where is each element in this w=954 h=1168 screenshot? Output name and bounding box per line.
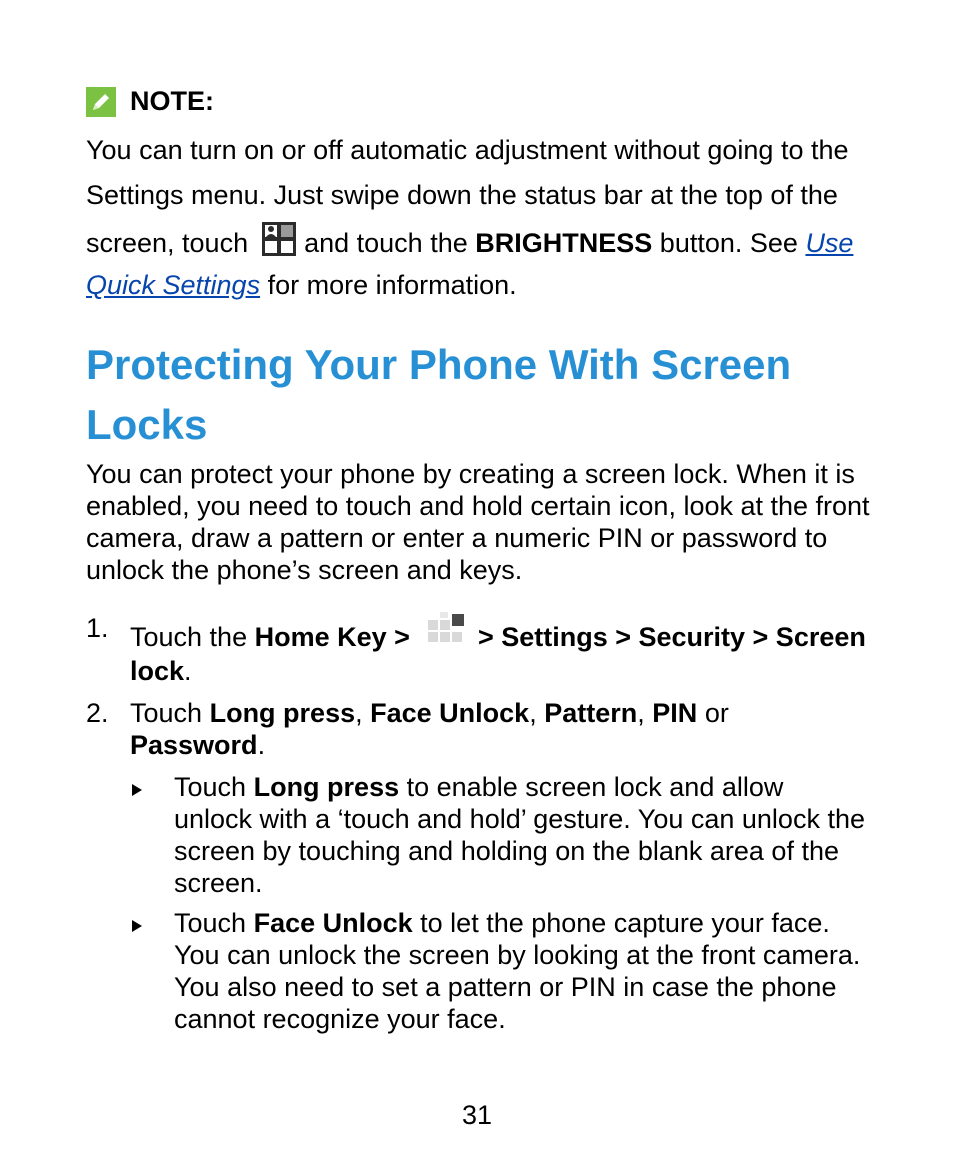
- bullet-bold: Long press: [253, 772, 400, 802]
- step-line: [130, 612, 916, 655]
- bullet-text: to enable screen lock and allow: [406, 772, 784, 802]
- bullet-line: You also need to set a pattern or PIN in case the phone: [174, 972, 837, 1002]
- section-heading: [86, 335, 906, 455]
- step-text: Touch the: [130, 622, 248, 652]
- bullet-line: cannot recognize your face.: [174, 1004, 506, 1034]
- note-body: [86, 132, 906, 312]
- step-line: [130, 729, 916, 761]
- heading-line: Locks: [86, 401, 208, 448]
- step-bold: Long press: [209, 698, 356, 728]
- intro-line: unlock the phone’s screen and keys.: [86, 555, 523, 585]
- quick-settings-link[interactable]: Use: [805, 228, 854, 258]
- step-bold: lock: [130, 656, 185, 686]
- step-text: ,: [355, 698, 363, 728]
- note-line: [86, 222, 906, 267]
- step-bold: PIN: [652, 698, 698, 728]
- bullet-text: Touch: [174, 908, 247, 938]
- intro-line: You can protect your phone by creating a screen lock. When it is: [86, 459, 855, 489]
- step-text: or: [704, 698, 729, 728]
- note-header: [86, 86, 214, 117]
- bullet-line: [174, 907, 916, 939]
- intro-paragraph: [86, 458, 916, 586]
- bullet-arrow-icon: [132, 920, 142, 932]
- step-line: [130, 697, 916, 729]
- intro-line: camera, draw a pattern or enter a numeric PIN or password to: [86, 523, 828, 553]
- note-line: You can turn on or off automatic adjustment without going to the: [86, 135, 849, 165]
- steps-list: [86, 612, 916, 1035]
- pencil-icon: [86, 87, 116, 117]
- list-item: [86, 612, 916, 687]
- list-item: [86, 697, 916, 761]
- step-bold: Face Unlock: [370, 698, 530, 728]
- note-text: for more information.: [267, 270, 517, 300]
- bullet-text: Touch: [174, 772, 247, 802]
- note-text: screen, touch: [86, 228, 249, 258]
- bullet-line: screen by touching and holding on the blank area of the: [174, 836, 839, 866]
- step-text: .: [184, 656, 192, 686]
- apps-grid-icon: [426, 612, 466, 655]
- step-text: .: [257, 730, 266, 760]
- note-label: NOTE:: [130, 86, 214, 116]
- step-number: 2.: [86, 698, 109, 728]
- brightness-label: BRIGHTNESS: [475, 228, 653, 258]
- note-line: [86, 267, 906, 312]
- page-number: 31: [461, 1100, 493, 1130]
- step-bold: > Settings > Security > Screen: [477, 622, 866, 652]
- bullet-line: You can unlock the screen by looking at the front camera.: [174, 940, 861, 970]
- bullet-line: screen.: [174, 868, 263, 898]
- bullet-bold: Face Unlock: [253, 908, 413, 938]
- step-text: ,: [637, 698, 645, 728]
- step-line: [130, 655, 916, 687]
- note-text: button. See: [659, 228, 798, 258]
- bullet-item: [86, 907, 916, 1035]
- step-text: ,: [529, 698, 537, 728]
- bullet-arrow-icon: [132, 784, 142, 796]
- bullet-line: [174, 771, 916, 803]
- note-text: and touch the: [304, 228, 468, 258]
- step-text: Touch: [130, 698, 203, 728]
- note-line: Settings menu. Just swipe down the status bar at the top of the: [86, 180, 838, 210]
- quick-settings-icon: [262, 222, 296, 265]
- bullet-item: [86, 771, 916, 899]
- step-bold: Password: [130, 730, 258, 760]
- heading-line: Protecting Your Phone With Screen: [86, 341, 792, 388]
- intro-line: enabled, you need to touch and hold certain icon, look at the front: [86, 491, 870, 521]
- step-bold: Home Key >: [254, 622, 410, 652]
- quick-settings-link-cont[interactable]: Quick Settings: [86, 270, 261, 300]
- step-bold: Pattern: [544, 698, 638, 728]
- bullet-text: to let the phone capture your face.: [420, 908, 830, 938]
- step-number: 1.: [86, 613, 109, 643]
- bullet-line: unlock with a ‘touch and hold’ gesture. You can unlock the: [174, 804, 865, 834]
